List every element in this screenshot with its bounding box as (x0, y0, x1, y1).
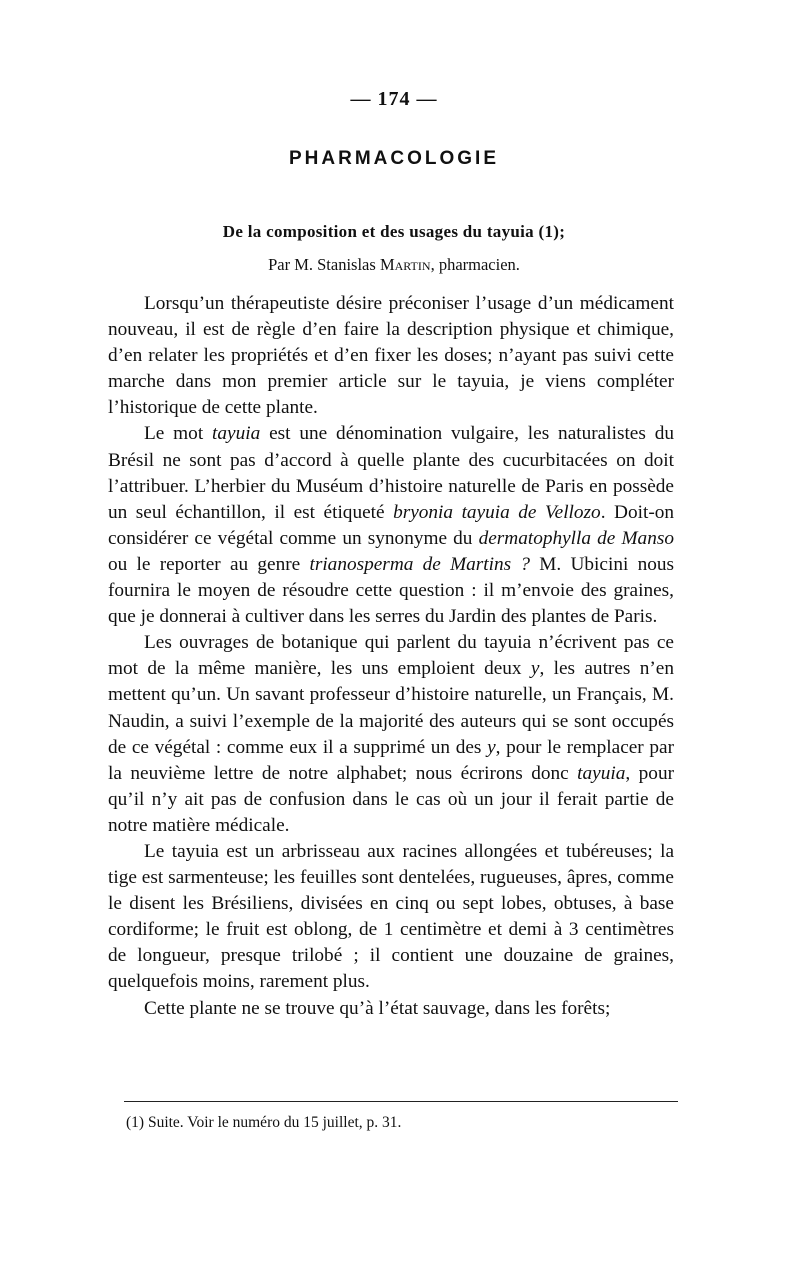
paragraph-1: Lorsqu’un thérapeutiste désire préconiser l’usage d’un médicament nouveau, il est de règle d’en faire la description physique et chimique, d’en relater les propriétés et d’en fixer les doses; n’ayant pas suivi cette marche dans mon premier article sur le tayuia, je viens compléter l’historique de cette plante. (108, 293, 674, 419)
byline-suffix: , pharmacien. (430, 255, 520, 274)
p3-text-g: , pour qu’il n’y ait pas de confusion dans le cas où un jour il ferait partie de notre matière médicale. (108, 762, 675, 836)
paragraph-2 (108, 421, 674, 630)
p3-italic-d: y (487, 736, 496, 758)
section-title: PHARMACOLOGIE (289, 148, 499, 169)
p3-text-e: , pour le remplacer par la neuvième lettre de notre alphabet; nous écrirons donc (108, 736, 674, 784)
author-name: Martin (379, 255, 431, 274)
p2-text-a: Le mot (144, 423, 213, 445)
byline-prefix: Par M. Stanislas (268, 255, 376, 274)
article-body (108, 291, 674, 1022)
byline (108, 255, 680, 275)
footnote: (1) Suite. Voir le numéro du 15 juillet, p. 31. (126, 1114, 402, 1131)
footnote-divider (124, 1101, 678, 1102)
p2-text-g: ou le reporter au genre (108, 553, 310, 575)
p3-text-a: Les ouvrages de botanique qui parlent du tayuia n’écrivent pas ce mot de la même manière, les uns emploient deux (108, 632, 674, 680)
page-number: — 174 — (350, 88, 438, 110)
p3-italic-f: tayuia (577, 762, 626, 784)
p3-text-c: , les autres n’en mettent qu’un. Un savant professeur d’histoire naturelle, un Français, M. Naudin, a suivi l’exemple de la majorité des auteurs qui se sont occupés de ce végétal : comme eux il a supprimé un des (108, 658, 674, 758)
paragraph-5: Cette plante ne se trouve qu’à l’état sauvage, dans les forêts; (144, 997, 611, 1019)
paragraph-4: Le tayuia est un arbrisseau aux racines allongées et tubéreuses; la tige est sarmenteuse; les feuilles sont dentelées, rugueuses, âpres, comme le disent les Brésiliens, divisées en cinq ou sept lobes, obtuses, à base cordiforme; le fruit est oblong, de 1 centimètre et demi à 3 centimètres de longueur, presque trilobé ; il contient une douzaine de graines, quelquefois moins, rarement plus. (108, 840, 674, 993)
article-title: De la composition et des usages du tayuia (1); (222, 222, 566, 241)
p2-italic-f: dermatophylla de Manso (478, 527, 674, 549)
p2-italic-h: trianosperma de Martins ? (309, 553, 531, 575)
p2-text-c: est une dénomination vulgaire, les naturalistes du Brésil ne sont pas d’accord à quelle plante des cucurbitacées on doit l’attribuer. L’herbier du Muséum d’histoire naturelle de Paris en possède un seul échantillon, il est étiqueté (108, 423, 674, 523)
p2-text-i: M. Ubicini nous fournira le moyen de résoudre cette question : il m’envoie des graines, que je donnerai à cultiver dans les serres du Jardin des plantes de Paris. (108, 553, 674, 628)
p3-italic-b: y (530, 658, 540, 680)
p2-italic-d: bryonia tayuia de Vellozo (393, 501, 601, 523)
p2-text-e: . Doit-on considérer ce végétal comme un synonyme du (108, 501, 675, 549)
paragraph-3 (108, 630, 674, 839)
p2-italic-b: tayuia (212, 423, 261, 445)
